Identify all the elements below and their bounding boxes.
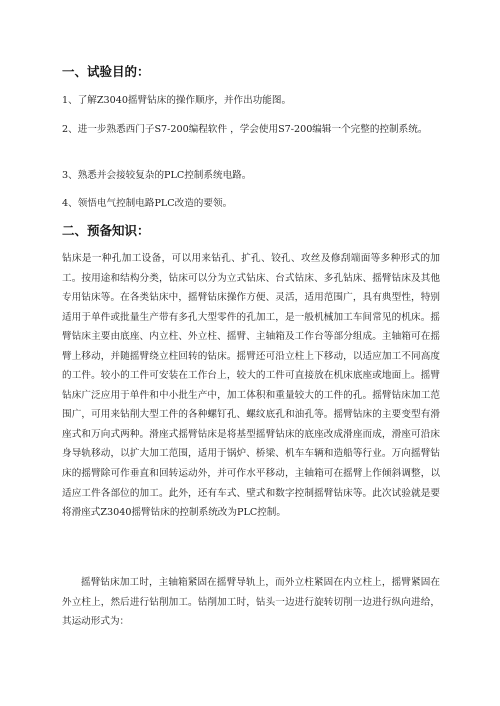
objective-item-2: 2、进一步熟悉西门子S7-200编程软件 ，学会使用S7-200编辑一个完整的控制系统。 xyxy=(62,124,428,135)
objective-item-3: 3、熟悉并会接较复杂的PLC控制系统电路。 xyxy=(62,170,252,181)
objective-item-1: 1、了解Z3040摇臂钻床的操作顺序，并作出功能图。 xyxy=(62,95,292,106)
section-heading-objectives: 一、试验目的： xyxy=(62,64,150,79)
objective-item-4: 4、领悟电气控制电路PLC改造的要领。 xyxy=(62,198,233,209)
body-paragraph-2: 摇臂钻床加工时，主轴箱紧固在摇臂导轨上，而外立柱紧固在内立柱上，摇臂紧固在外立柱上，然后进行钻削加工。钻削加工时，钻头一边进行旋转切削一边进行纵向进给，其运动形式为： xyxy=(62,577,440,628)
body-paragraph-1: 钻床是一种孔加工设备，可以用来钻孔、扩孔、铰孔、攻丝及修刮端面等多种形式的加工。按用途和结构分类，钻床可以分为立式钻床、台式钻床、多孔钻床、摇臂钻床及其他专用钻床等。在各类钻床中，摇臂钻床操作方便、灵活，适用范围广，具有典型性，特别适用于单件或批量生产带有多孔大型零件的孔加工，是一般机械加工车间常见的机床。摇臂钻床主要由底座、内立柱、外立柱、摇臂、主轴箱及工作台等部分组成。主轴箱可在摇臂上移动，并随摇臂绕立柱回转的钻床。摇臂还可沿立柱上下移动，以适应加工不同高度的工件。较小的工件可安装在工作台上，较大的工件可直接放在机床底座或地面上。摇臂钻床广泛应用于单件和中小批生产中，加工体积和重量较大的工件的孔。摇臂钻床加工范围广，可用来钻削大型工件的各种螺钉孔、螺纹底孔和油孔等。摇臂钻床的主要变型有滑座式和万向式两种。滑座式摇臂钻床是将基型摇臂钻床的底座改成滑座而成，滑座可沿床身导轨移动，以扩大加工范围，适用于锅炉、桥梁、机车车辆和造船等行业。万向摇臂钻床的摇臂除可作垂直和回转运动外，并可作水平移动，主轴箱可在摇臂上作倾斜调整，以适应工件各部位的加工。此外，还有车式、壁式和数字控制摇臂钻床等。此次试验就是要将滑座式Z3040摇臂钻床的控制系统改为PLC控制。 xyxy=(62,253,440,519)
section-heading-prerequisites: 二、预备知识： xyxy=(62,223,150,238)
